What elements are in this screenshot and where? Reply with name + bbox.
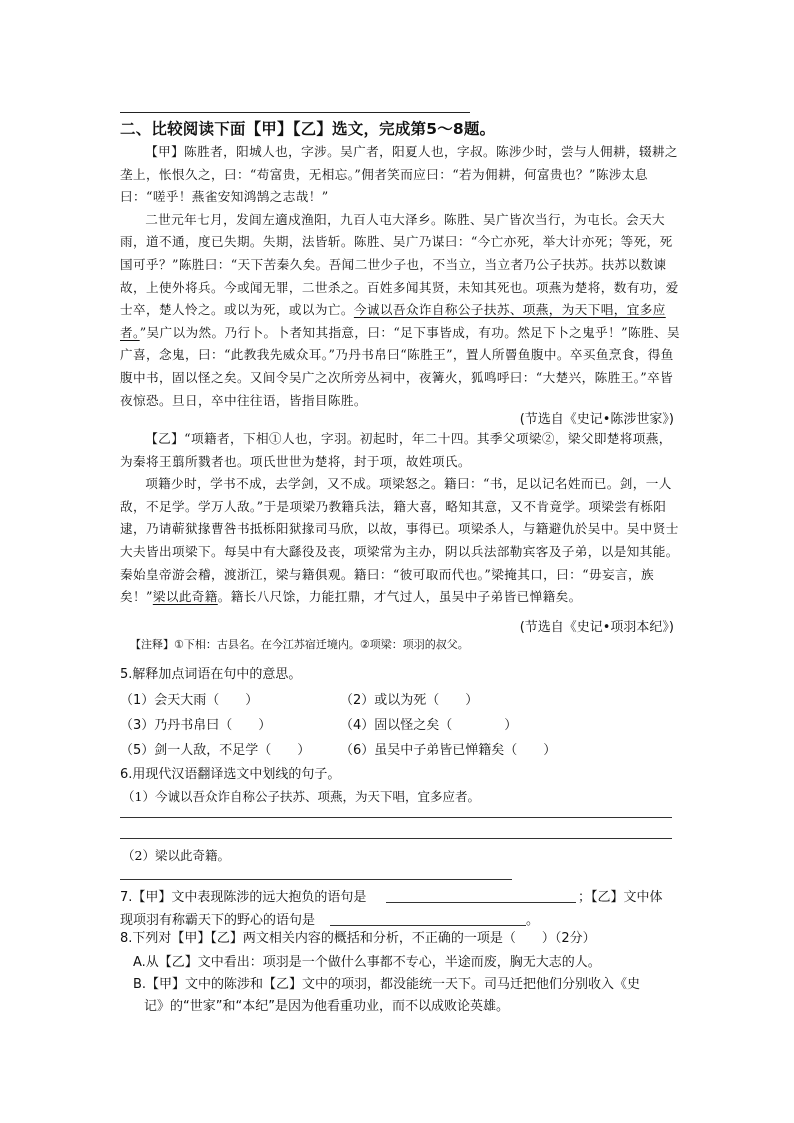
q8-option-b-cont: 记》的“世家”和“本纪”是因为他看重功业，而不以成败论英雄。 bbox=[144, 999, 509, 1014]
question-7-part-1: 7.【甲】文中表现陈涉的远大抱负的语句是 bbox=[120, 890, 367, 905]
question-5-title: 5.解释加点词语在句中的意思。 bbox=[120, 667, 302, 682]
q5-item-4: （4）固以怪之矣（ ） bbox=[340, 718, 518, 733]
source-jia: (节选自《史记•陈涉世家》) bbox=[519, 412, 674, 427]
question-7-part-4: 。 bbox=[526, 913, 540, 928]
q6-item-1: （1）今诚以吾众诈自称公子扶苏、项燕，为天下唱，宜多应者。 bbox=[122, 789, 480, 804]
q5-item-3: （3）乃丹书帛曰（ ） bbox=[120, 718, 272, 733]
underlined-sentence-1: 今诚以吾众诈自称公子扶苏、项燕，为天下唱，宜多应者。 bbox=[120, 302, 666, 340]
answer-line[interactable] bbox=[120, 879, 512, 880]
section-title: 二、比较阅读下面【甲】【乙】选文，完成第5～8题。 bbox=[120, 120, 496, 138]
answer-blank-1[interactable] bbox=[386, 902, 576, 903]
source-yi: (节选自《史记•项羽本纪》) bbox=[519, 620, 674, 635]
q8-option-b[interactable]: B.【甲】文中的陈涉和【乙】文中的项羽，都没能统一天下。司马迁把他们分别收入《史 bbox=[133, 977, 641, 992]
q5-item-2: （2）或以为死（ ） bbox=[340, 693, 479, 708]
question-7-part-2: ；【乙】文中体 bbox=[578, 890, 663, 905]
question-8-title: 8.下列对【甲】【乙】两文相关内容的概括和分析，不正确的一项是（ ）（2分） bbox=[120, 931, 596, 946]
passage-yi-para-1: 【乙】“项籍者，下相①人也，字羽。初起时，年二十四。其季父项梁②，梁父即楚将项燕，为秦将王翦所戮者也。项氏世世为楚将，封于项，故姓项氏。 bbox=[120, 431, 672, 469]
passage-yi bbox=[120, 428, 680, 609]
underlined-sentence-2: 梁以此奇籍 bbox=[152, 589, 218, 605]
passage-yi-text-cont: 。籍长八尺馀，力能扛鼎，才气过人，虽吴中子弟皆已惮籍矣。 bbox=[217, 589, 582, 605]
passage-jia bbox=[120, 141, 680, 412]
answer-line[interactable] bbox=[120, 817, 672, 818]
passage-yi-para-2 bbox=[120, 473, 680, 609]
q5-item-6: （6）虽吴中子弟皆已惮籍矣（ ） bbox=[340, 743, 557, 758]
annotation-note: 【注释】①下相：古县名。在今江苏宿迁境内。②项梁：项羽的叔父。 bbox=[130, 638, 469, 651]
answer-blank-2[interactable] bbox=[330, 925, 526, 926]
passage-jia-text-cont: ”吴广以为然。乃行卜。卜者知其指意，曰：“足下事皆成，有功。然足下卜之鬼乎！”陈胜、吴广喜，念鬼，曰：“此教我先威众耳。”乃丹书帛曰“陈胜王”，置人所罾鱼腹中。卒买鱼烹食，得鱼腹中书，固以怪之矣。又间令吴广之次所旁丛祠中，夜篝火，狐鸣呼曰：“大楚兴，陈胜王。”卒皆夜惊恐。旦日，卒中往往语，皆指目陈胜。 bbox=[120, 324, 680, 408]
answer-line[interactable] bbox=[120, 838, 672, 839]
question-6-title: 6.用现代汉语翻译选文中划线的句子。 bbox=[120, 767, 341, 782]
q8-option-a[interactable]: A.从【乙】文中看出：项羽是一个做什么事都不专心，半途而废，胸无大志的人。 bbox=[133, 955, 601, 970]
q6-item-2: （2）梁以此奇籍。 bbox=[122, 848, 230, 863]
question-7-part-3: 现项羽有称霸天下的野心的语句是 bbox=[120, 913, 316, 928]
passage-jia-para-1: 【甲】陈胜者，阳城人也，字涉。吴广者，阳夏人也，字叔。陈涉少时，尝与人佣耕，辍耕之垄上，怅恨久之，曰：“苟富贵，无相忘。”佣者笑而应曰：“若为佣耕，何富贵也？”陈涉太息曰：“嗟乎！燕雀安知鸿鹄之志哉！” bbox=[120, 144, 678, 205]
passage-jia-text: 二世元年七月，发闾左適戍渔阳，九百人屯大泽乡。陈胜、吴广皆次当行，为屯长。会天大雨，道不通，度已失期。失期，法皆斩。陈胜、吴广乃谋曰：“今亡亦死，举大计亦死；等死，死国可乎？”陈胜曰：“天下苦秦久矣。吾闻二世少子也，不当立，当立者乃公子扶苏。扶苏以数谏故，上使外将兵。今或闻无罪，二世杀之。百姓多闻其贤，未知其死也。项燕为楚将，数有功，爱士卒，楚人怜之。或以为死，或以为亡。 bbox=[120, 211, 679, 318]
top-divider bbox=[120, 112, 470, 113]
q5-item-5: （5）剑一人敌，不足学（ ） bbox=[120, 743, 311, 758]
passage-yi-text: 项籍少时，学书不成，去学剑，又不成。项梁怒之。籍曰：“书，足以记名姓而已。剑，一人敌，不足学。学万人敌。”于是项梁乃教籍兵法，籍大喜，略知其意，又不肯竟学。项梁尝有栎阳逮，乃请蕲狱掾曹咎书抵栎阳狱掾司马欣，以故，事得已。项梁杀人，与籍避仇於吴中。吴中贤士大夫皆出项梁下。每吴中有大繇役及丧，项梁常为主办，阴以兵法部勒宾客及子弟，以是知其能。秦始皇帝游会稽，渡浙江，梁与籍俱观。籍曰：“彼可取而代也。”梁掩其口，曰：“毋妄言，族矣！” bbox=[120, 476, 679, 605]
q5-item-1: （1）会天大雨（ ） bbox=[120, 693, 259, 708]
passage-jia-para-2 bbox=[120, 209, 680, 412]
